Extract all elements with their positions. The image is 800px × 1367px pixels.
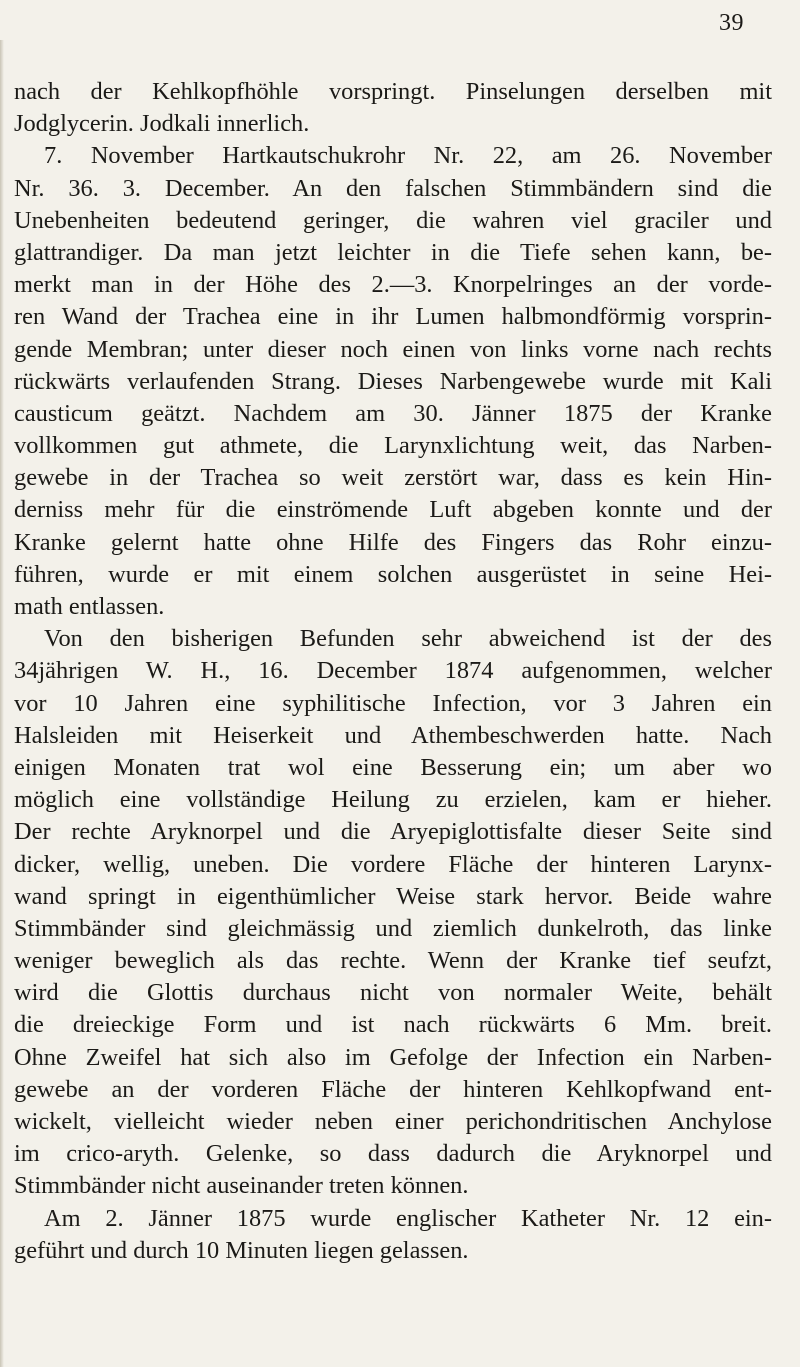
body-text [14, 76, 772, 1267]
text-line: vollkommen gut athmete, die Larynxlichtung weit, das Narben- [14, 432, 772, 460]
text-line: wird die Glottis durchaus nicht von normaler Weite, behält [14, 979, 772, 1007]
text-line: nach der Kehlkopfhöhle vorspringt. Pinselungen derselben mit [14, 78, 772, 105]
text-line: Von den bisherigen Befunden sehr abweichend ist der des [44, 625, 772, 653]
text-line: merkt man in der Höhe des 2.—3. Knorpelringes an der vorde- [14, 271, 772, 299]
text-line: führen, wurde er mit einem solchen ausgerüstet in seine Hei- [14, 560, 772, 588]
text-line: weniger beweglich als das rechte. Wenn der Kranke tief seufzt, [14, 947, 772, 975]
text-line: Stimmbänder nicht auseinander treten können. [14, 1172, 469, 1200]
text-line: Jodglycerin. Jodkali innerlich. [14, 110, 310, 138]
text-line: rückwärts verlaufenden Strang. Dieses Narbengewebe wurde mit Kali [14, 367, 772, 395]
text-line: im crico-aryth. Gelenke, so dass dadurch die Aryknorpel und [14, 1140, 772, 1168]
text-line: Stimmbänder sind gleichmässig und ziemlich dunkelroth, das linke [14, 914, 772, 942]
text-line: derniss mehr für die einströmende Luft abgeben konnte und der [14, 496, 772, 524]
text-line: wickelt, vielleicht wieder neben einer perichondritischen Anchylose [14, 1108, 772, 1135]
text-line: Der rechte Aryknorpel und die Aryepiglottisfalte dieser Seite sind [14, 818, 772, 846]
text-line: wand springt in eigenthümlicher Weise stark hervor. Beide wahre [14, 882, 772, 910]
text-line: Nr. 36. 3. December. An den falschen Stimmbändern sind die [14, 174, 772, 202]
text-line: Ohne Zweifel hat sich also im Gefolge der Infection ein Narben- [14, 1043, 772, 1071]
text-line: die dreieckige Form und ist nach rückwärts 6 Mm. breit. [14, 1011, 772, 1039]
text-line: math entlassen. [14, 593, 165, 620]
text-line: 7. November Hartkautschukrohr Nr. 22, am 26. November [44, 142, 772, 170]
text-line: gende Membran; unter dieser noch einen von links vorne nach rechts [14, 335, 772, 363]
text-line: gewebe in der Trachea so weit zerstört war, dass es kein Hin- [14, 464, 772, 492]
text-line: glattrandiger. Da man jetzt leichter in die Tiefe sehen kann, be- [14, 238, 772, 266]
text-line: Am 2. Jänner 1875 wurde englischer Katheter Nr. 12 ein- [44, 1204, 772, 1232]
text-line: causticum geätzt. Nachdem am 30. Jänner 1875 der Kranke [14, 399, 772, 427]
page-left-edge-shadow [0, 40, 4, 1367]
text-line: gewebe an der vorderen Fläche der hinteren Kehlkopfwand ent- [14, 1075, 772, 1103]
text-line: geführt und durch 10 Minuten liegen gelassen. [14, 1236, 469, 1264]
text-line: Kranke gelernt hatte ohne Hilfe des Fingers das Rohr einzu- [14, 528, 772, 556]
text-line: ren Wand der Trachea eine in ihr Lumen halbmondförmig vorsprin- [14, 303, 772, 331]
text-line: Unebenheiten bedeutend geringer, die wahren viel graciler und [14, 206, 772, 234]
text-line: möglich eine vollständige Heilung zu erzielen, kam er hieher. [14, 786, 772, 814]
page-number: 39 [719, 10, 744, 36]
text-line: dicker, wellig, uneben. Die vordere Fläche der hinteren Larynx- [14, 850, 772, 878]
text-line: einigen Monaten trat wol eine Besserung ein; um aber wo [14, 753, 772, 781]
text-line: Halsleiden mit Heiserkeit und Athembeschwerden hatte. Nach [14, 721, 772, 749]
text-line: vor 10 Jahren eine syphilitische Infection, vor 3 Jahren ein [14, 689, 772, 717]
text-line: 34jährigen W. H., 16. December 1874 aufgenommen, welcher [14, 657, 772, 685]
